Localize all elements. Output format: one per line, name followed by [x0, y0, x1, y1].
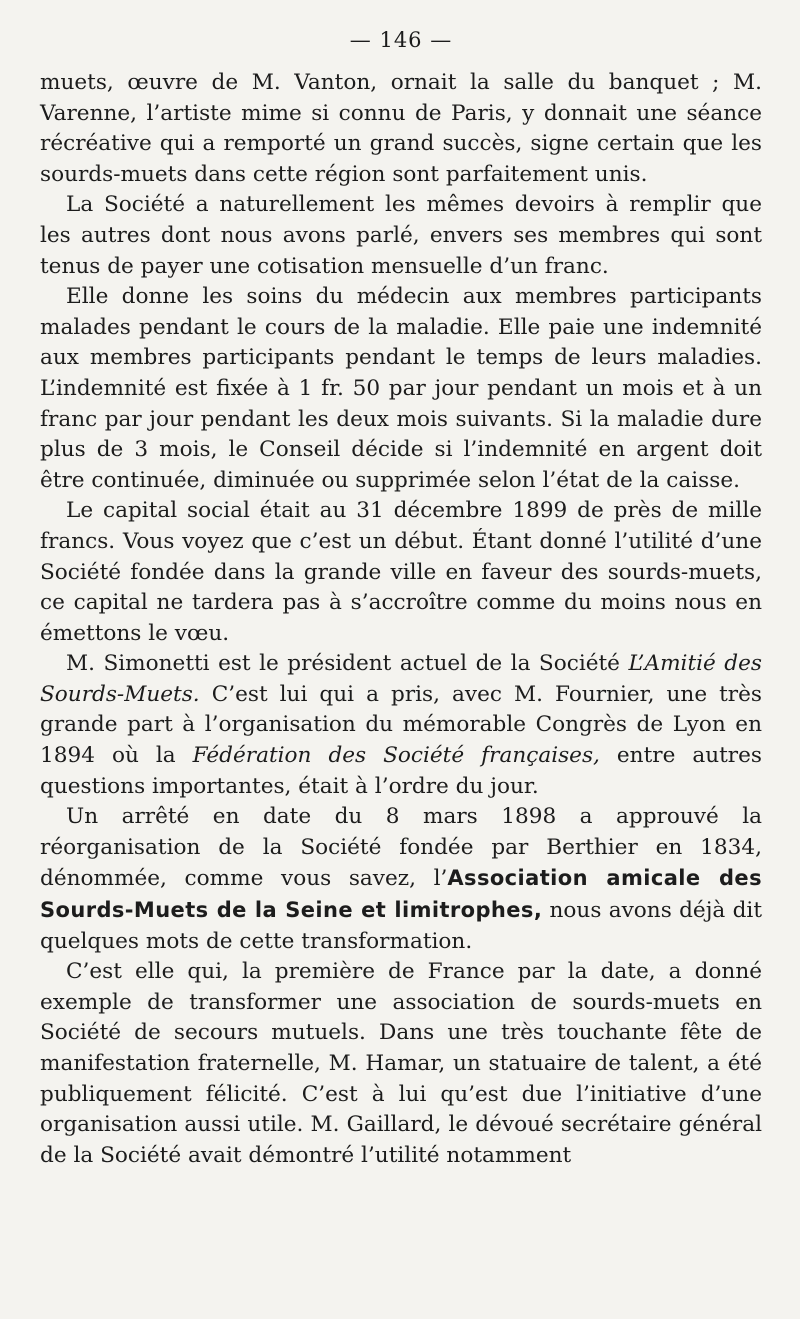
paragraph-6-text-c: nous avons déjà dit quelques mots de cette transformation. — [40, 898, 762, 954]
paragraph-5 — [40, 649, 762, 802]
association-name-bold: Association amicale des Sourds-Muets de la Seine et limitrophes, — [40, 866, 762, 923]
paragraph-6 — [40, 802, 762, 957]
paragraph-4: Le capital social était au 31 décembre 1899 de près de mille francs. Vous voyez que c’est un début. Étant donné l’utilité d’une Société fondée dans la grande ville en faveur des sourds-muets, ce capital ne tardera pas à s’accroître comme du moins nous en émettons le vœu. — [40, 498, 762, 646]
paragraph-1: muets, œuvre de M. Vanton, ornait la salle du banquet ; M. Varenne, l’artiste mime si connu de Paris, y donnait une séance récréative qui a remporté un grand succès, signe certain que les sourds-muets dans cette région sont parfaitement unis. — [40, 70, 762, 187]
paragraph-5-text-a: M. Simonetti est le président actuel de la Société — [66, 651, 629, 677]
paragraph-5-text-e: entre autres questions importantes, était à l’ordre du jour. — [40, 743, 762, 799]
paragraph-5-text-c: C’est lui qui a pris, avec M. Fournier, une très grande part à l’organisation du mémorable Congrès de Lyon en 1894 où la — [40, 681, 762, 769]
paragraph-3: Elle donne les soins du médecin aux membres participants malades pendant le cours de la maladie. Elle paie une indemnité aux membres participants pendant le temps de leurs maladies. L’indemnité est fixée à 1 fr. 50 par jour pendant un mois et à un franc par jour pendant les deux mois suivants. Si la maladie dure plus de 3 mois, le Conseil décide si l’indemnité en argent doit être continuée, diminuée ou supprimée selon l’état de la caisse. — [40, 284, 762, 493]
paragraph-7: C’est elle qui, la première de France par la date, a donné exemple de transformer une association de sourds-muets en Société de secours mutuels. Dans une très touchante fête de manifestation fraternelle, M. Hamar, un statuaire de talent, a été publiquement félicité. C’est à lui qu’est due l’initiative d’une organisation aussi utile. M. Gaillard, le dévoué secrétaire général de la Société avait démontré l’utilité notamment — [40, 959, 762, 1168]
body-text — [40, 68, 762, 1171]
paragraph-2: La Société a naturellement les mêmes devoirs à remplir que les autres dont nous avons parlé, envers ses membres qui sont tenus de payer une cotisation mensuelle d’un franc. — [40, 192, 762, 279]
federation-name-italic: Fédération des Société françaises, — [192, 743, 600, 769]
society-name-italic: L’Amitié des Sourds-Muets. — [40, 651, 762, 707]
page-number: — 146 — — [349, 28, 453, 52]
paragraph-6-text-a: Un arrêté en date du 8 mars 1898 a approuvé la réorganisation de la Société fondée par Berthier en 1834, dénommée, comme vous savez, l’ — [40, 804, 762, 892]
